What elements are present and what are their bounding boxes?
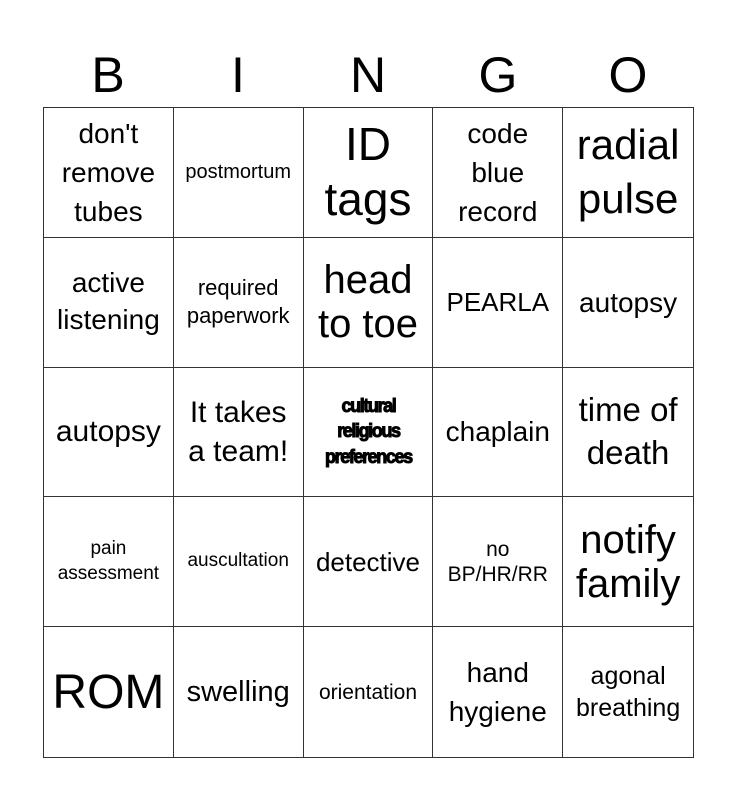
bingo-cell-r2c4[interactable] xyxy=(433,238,563,368)
bingo-cell-r1c4[interactable] xyxy=(433,108,563,238)
cell-text: agonal breathing xyxy=(575,661,681,723)
bingo-cell-r1c1[interactable] xyxy=(44,108,174,238)
bingo-cell-r4c4[interactable] xyxy=(433,497,563,627)
bingo-cell-r4c3[interactable] xyxy=(304,497,434,627)
cell-text: detective xyxy=(315,546,421,577)
bingo-cell-r2c3[interactable] xyxy=(304,238,434,368)
cell-text: autopsy xyxy=(55,415,161,449)
header-letter-g: G xyxy=(478,47,518,103)
header-letter-b: B xyxy=(91,47,125,103)
cell-text: autopsy xyxy=(579,286,678,318)
bingo-cell-r1c2[interactable] xyxy=(174,108,304,238)
bingo-cell-r4c5[interactable] xyxy=(563,497,693,627)
cell-text: time of death xyxy=(578,391,678,471)
bingo-cell-r5c5[interactable] xyxy=(563,627,693,757)
cell-text: code blue record xyxy=(458,117,538,227)
header-letter-n: N xyxy=(349,47,387,103)
bingo-cell-r3c4[interactable] xyxy=(433,368,563,498)
bingo-cell-r3c3[interactable] xyxy=(304,368,434,498)
cell-text: no BP/HR/RR xyxy=(447,537,548,586)
cell-text: head to toe xyxy=(317,258,419,347)
cell-text: orientation xyxy=(318,680,418,704)
bingo-cell-r2c2[interactable] xyxy=(174,238,304,368)
cell-text: ROM xyxy=(52,665,165,719)
cell-text: cultural religious preferences xyxy=(324,395,412,468)
bingo-cell-r3c5[interactable] xyxy=(563,368,693,498)
bingo-cell-r5c2[interactable] xyxy=(174,627,304,757)
cell-text: It takes a team! xyxy=(188,395,289,468)
bingo-cell-r2c5[interactable] xyxy=(563,238,693,368)
cell-text: ID tags xyxy=(324,118,412,226)
bingo-cell-r4c2[interactable] xyxy=(174,497,304,627)
bingo-header xyxy=(43,44,693,106)
cell-text: pain assessment xyxy=(57,538,160,584)
cell-text: postmortum xyxy=(185,160,291,183)
bingo-board xyxy=(43,107,694,758)
bingo-cell-r1c5[interactable] xyxy=(563,108,693,238)
bingo-cell-r5c1[interactable] xyxy=(44,627,174,757)
bingo-cell-r4c1[interactable] xyxy=(44,497,174,627)
bingo-cell-r3c2[interactable] xyxy=(174,368,304,498)
cell-text: swelling xyxy=(186,675,290,708)
header-letter-o: O xyxy=(608,47,648,103)
bingo-cell-r5c3[interactable] xyxy=(304,627,434,757)
cell-text: don't remove tubes xyxy=(61,117,156,227)
bingo-cell-r3c1[interactable] xyxy=(44,368,174,498)
bingo-cell-r2c1[interactable] xyxy=(44,238,174,368)
bingo-cell-r1c3[interactable] xyxy=(304,108,434,238)
cell-text: hand hygiene xyxy=(448,656,547,728)
cell-text: auscultation xyxy=(187,550,289,572)
cell-text: PEARLA xyxy=(446,286,550,317)
cell-text: chaplain xyxy=(445,416,550,448)
header-letter-i: I xyxy=(231,47,245,103)
bingo-cell-r5c4[interactable] xyxy=(433,627,563,757)
cell-text: radial pulse xyxy=(576,120,680,223)
cell-text: active listening xyxy=(57,267,160,336)
cell-text: notify family xyxy=(575,517,681,606)
cell-text: required paperwork xyxy=(186,274,290,329)
